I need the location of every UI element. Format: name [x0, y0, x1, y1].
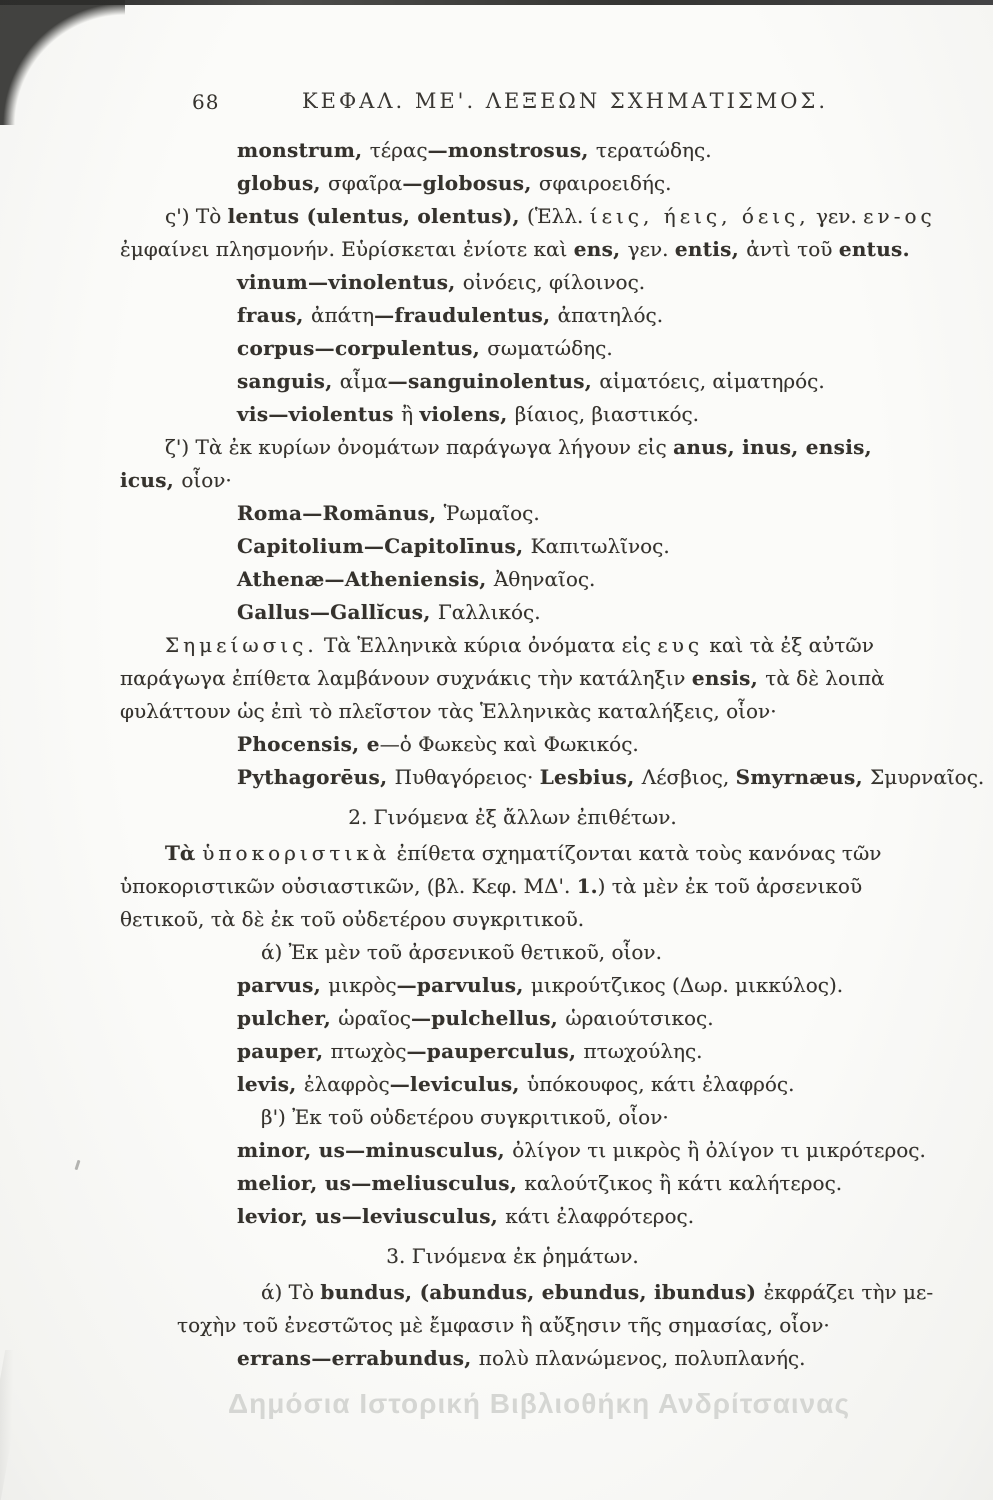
text-run: monstrum,	[237, 138, 370, 162]
text-run: levis,	[237, 1072, 304, 1096]
text-run: ἐπίθετα σχηματίζονται κατὰ τοὺς κανόνας τῶν	[390, 841, 882, 865]
text-run: icus,	[120, 468, 182, 492]
text-run: Σμυρναῖος.	[870, 765, 985, 789]
text-run: ὀλίγον τι μικρὸς ἢ ὀλίγον τι μικρότερος.	[512, 1138, 926, 1162]
scan-top-edge-shadow	[0, 0, 993, 5]
text-run: Τὰ	[165, 841, 203, 865]
text-line	[120, 497, 965, 530]
text-run: —ὁ Φωκεὺς καὶ Φωκικός.	[379, 732, 639, 756]
text-run: κάτι ἐλαφρότερος.	[505, 1204, 695, 1228]
text-run: anus, inus, ensis,	[673, 435, 872, 459]
page-text-block	[120, 134, 985, 1375]
text-run: ens,	[573, 237, 628, 261]
text-run: —leviculus,	[389, 1072, 527, 1096]
text-line	[120, 1276, 965, 1309]
text-run: ὑποκοριστικῶν οὐσιαστικῶν, (βλ. Κεφ. ΜΔ'.	[120, 874, 577, 898]
text-run: 2. Γινόμενα ἐξ ἄλλων ἐπιθέτων.	[348, 805, 677, 829]
text-run: Ῥωμαῖος.	[443, 501, 540, 525]
text-run: ά) Ἐκ μὲν τοῦ ἀρσενικοῦ θετικοῦ, οἷον.	[261, 940, 662, 964]
text-run: Καπιτωλῖνος.	[530, 534, 670, 558]
text-run: ὑποκοριστικὰ	[202, 841, 391, 865]
section-heading	[120, 1240, 965, 1273]
text-line	[120, 1101, 965, 1134]
text-run: β') Ἐκ τοῦ οὐδετέρου συγκριτικοῦ, οἷον·	[261, 1105, 669, 1129]
text-run: lentus (ulentus, olentus),	[227, 204, 528, 228]
text-run: errans—errabundus,	[237, 1346, 479, 1370]
text-run: Athenæ—Atheniensis,	[237, 567, 494, 591]
text-run: Τὰ Ἑλληνικὰ κύρια ὀνόματα εἰς	[317, 633, 658, 657]
text-run: αἷμα	[339, 369, 388, 393]
text-line	[120, 1002, 965, 1035]
text-line	[120, 1068, 965, 1101]
text-run: ἀπατηλός.	[557, 303, 664, 327]
text-run: Capitolium—Capitolīnus,	[237, 534, 531, 558]
text-run: φυλάττουν ὡς ἐπὶ τὸ πλεῖστον τὰς Ἑλληνικὰς καταλήξεις, οἷον·	[120, 699, 777, 723]
text-run: parvus,	[237, 973, 329, 997]
text-run: ς') Τὸ	[165, 204, 228, 228]
text-run: τέρας	[369, 138, 428, 162]
text-line	[120, 1200, 965, 1233]
text-line	[120, 837, 965, 870]
text-run: πτωχούλης.	[583, 1039, 703, 1063]
text-run: Λέσβιος,	[641, 765, 736, 789]
text-run: pulcher,	[237, 1006, 339, 1030]
text-run: γεν.	[627, 237, 675, 261]
text-run: —globosus,	[402, 171, 539, 195]
text-run: violens,	[419, 402, 515, 426]
text-run: ὑπόκουφος, κάτι ἐλαφρός.	[526, 1072, 795, 1096]
text-run: fraus,	[237, 303, 311, 327]
text-run: ἀντὶ τοῦ	[746, 237, 839, 261]
text-run: vinum—vinolentus,	[237, 270, 463, 294]
text-run: 3. Γινόμενα ἐκ ῥημάτων.	[386, 1244, 639, 1268]
text-run: ὡραῖος	[338, 1006, 411, 1030]
text-line	[120, 266, 965, 299]
text-run: Lesbius,	[539, 765, 642, 789]
text-run: σωματώδης.	[487, 336, 613, 360]
text-run: ά) Τὸ	[261, 1280, 321, 1304]
text-run: πολὺ πλανώμενος, πολυπλανής.	[478, 1346, 806, 1370]
text-line	[120, 431, 965, 464]
text-run: σφαιροειδής.	[538, 171, 672, 195]
text-run: corpus—corpulentus,	[237, 336, 488, 360]
text-run: Roma—Romānus,	[237, 501, 444, 525]
text-run: ) τὰ μὲν ἐκ τοῦ ἀρσενικοῦ	[597, 874, 863, 898]
text-run: minor, us—minusculus,	[237, 1138, 513, 1162]
text-run: ἐκφράζει τὴν με-	[763, 1280, 934, 1304]
text-line	[120, 1134, 965, 1167]
text-run: Πυθαγόρειος·	[394, 765, 540, 789]
text-run: αἱματόεις, αἱματηρός.	[599, 369, 825, 393]
text-line	[120, 728, 965, 761]
text-run: πτωχὸς	[330, 1039, 407, 1063]
text-line	[120, 464, 965, 497]
text-run: ζ') Τὰ ἐκ κυρίων ὀνομάτων παράγωγα λήγουν εἰς	[165, 435, 674, 459]
text-line	[120, 332, 965, 365]
text-run: γεν.	[809, 204, 864, 228]
text-run: μικρούτζικος (Δωρ. μικκύλος).	[530, 973, 844, 997]
text-run: καλούτζικος ἢ κάτι καλήτερος.	[524, 1171, 843, 1195]
text-run: Pythagorēus,	[237, 765, 395, 789]
text-run: Σημείωσις.	[165, 633, 318, 657]
text-run: ίεις, ήεις, όεις,	[589, 204, 810, 228]
library-watermark: Δημόσια Ιστορική Βιβλιοθήκη Ανδρίτσαινας	[228, 1388, 851, 1419]
text-run: εν-ος	[863, 204, 936, 228]
text-run: ensis,	[691, 666, 766, 690]
text-run: οἰνόεις, φίλοινος.	[462, 270, 646, 294]
text-run: ἀπάτη	[310, 303, 375, 327]
text-line	[120, 936, 965, 969]
text-line	[120, 530, 965, 563]
text-run: Γαλλικός.	[437, 600, 541, 624]
text-run: Ἀθηναῖος.	[493, 567, 596, 591]
text-run: pauper,	[237, 1039, 331, 1063]
text-line	[120, 563, 965, 596]
text-line	[120, 365, 965, 398]
scan-corner-shadow	[0, 0, 125, 125]
text-line	[120, 233, 965, 266]
text-line	[120, 398, 965, 431]
text-run: —sanguinolentus,	[387, 369, 600, 393]
text-line	[120, 870, 965, 903]
text-run: globus,	[237, 171, 329, 195]
text-run: —monstrosus,	[427, 138, 596, 162]
text-line	[120, 1342, 965, 1375]
text-line	[120, 969, 965, 1002]
text-run: Smyrnæus,	[735, 765, 871, 789]
text-line	[120, 167, 965, 200]
text-run: sanguis,	[237, 369, 340, 393]
text-line	[120, 596, 965, 629]
text-line	[120, 695, 965, 728]
text-run: καὶ τὰ ἐξ αὐτῶν	[703, 633, 874, 657]
page-number: 68	[192, 90, 220, 114]
text-run: —pauperculus,	[406, 1039, 584, 1063]
text-line	[120, 761, 985, 794]
text-run: bundus, (abundus, ebundus, ibundus)	[320, 1280, 764, 1304]
text-run: (Ἑλλ.	[527, 204, 590, 228]
text-run: ευς	[657, 633, 704, 657]
text-run: παράγωγα ἐπίθετα λαμβάνουν συχνάκις τὴν κατάληξιν	[120, 666, 692, 690]
text-run: ὡραιούτσικος.	[565, 1006, 714, 1030]
text-line	[120, 200, 965, 233]
text-run: μικρὸς	[328, 973, 397, 997]
text-run: levior, us—leviusculus,	[237, 1204, 506, 1228]
text-line	[120, 1167, 965, 1200]
text-run: ἐμφαίνει πλησμονήν. Εὑρίσκεται ἐνίοτε καὶ	[120, 237, 574, 261]
text-line	[120, 903, 965, 936]
text-run: entus.	[838, 237, 910, 261]
text-run: οἷον·	[181, 468, 232, 492]
text-run: —parvulus,	[396, 973, 531, 997]
text-run: entis,	[674, 237, 747, 261]
text-run: —pulchellus,	[410, 1006, 566, 1030]
text-run: melior, us—meliusculus,	[237, 1171, 525, 1195]
text-line	[120, 1309, 965, 1342]
text-line	[120, 629, 965, 662]
text-line	[120, 299, 965, 332]
text-run: βίαιος, βιαστικός.	[514, 402, 700, 426]
text-run: τοχὴν τοῦ ἐνεστῶτος μὲ ἔμφασιν ἢ αὔξησιν τῆς σημασίας, οἷον·	[177, 1313, 830, 1337]
text-run: θετικοῦ, τὰ δὲ ἐκ τοῦ οὐδετέρου συγκριτικοῦ.	[120, 907, 585, 931]
text-run: —fraudulentus,	[374, 303, 558, 327]
text-line	[120, 1035, 965, 1068]
text-run: τὰ δὲ λοιπὰ	[765, 666, 885, 690]
text-line	[120, 134, 965, 167]
text-run: 1.	[576, 874, 598, 898]
text-run: Gallus—Gallĭcus,	[237, 600, 438, 624]
text-line	[120, 662, 965, 695]
text-run: σφαῖρα	[328, 171, 403, 195]
text-run: ἐλαφρὸς	[303, 1072, 390, 1096]
text-run: τερατώδης.	[595, 138, 712, 162]
text-run: ἢ	[401, 402, 420, 426]
section-heading	[120, 801, 965, 834]
running-head: ΚΕΦΑΛ. ΜΕ'. ΛΕΞΕΩΝ ΣΧΗΜΑΤΙΣΜΟΣ.	[301, 89, 829, 113]
text-run: vis—violentus	[237, 402, 402, 426]
text-run: Phocensis, e	[237, 732, 380, 756]
